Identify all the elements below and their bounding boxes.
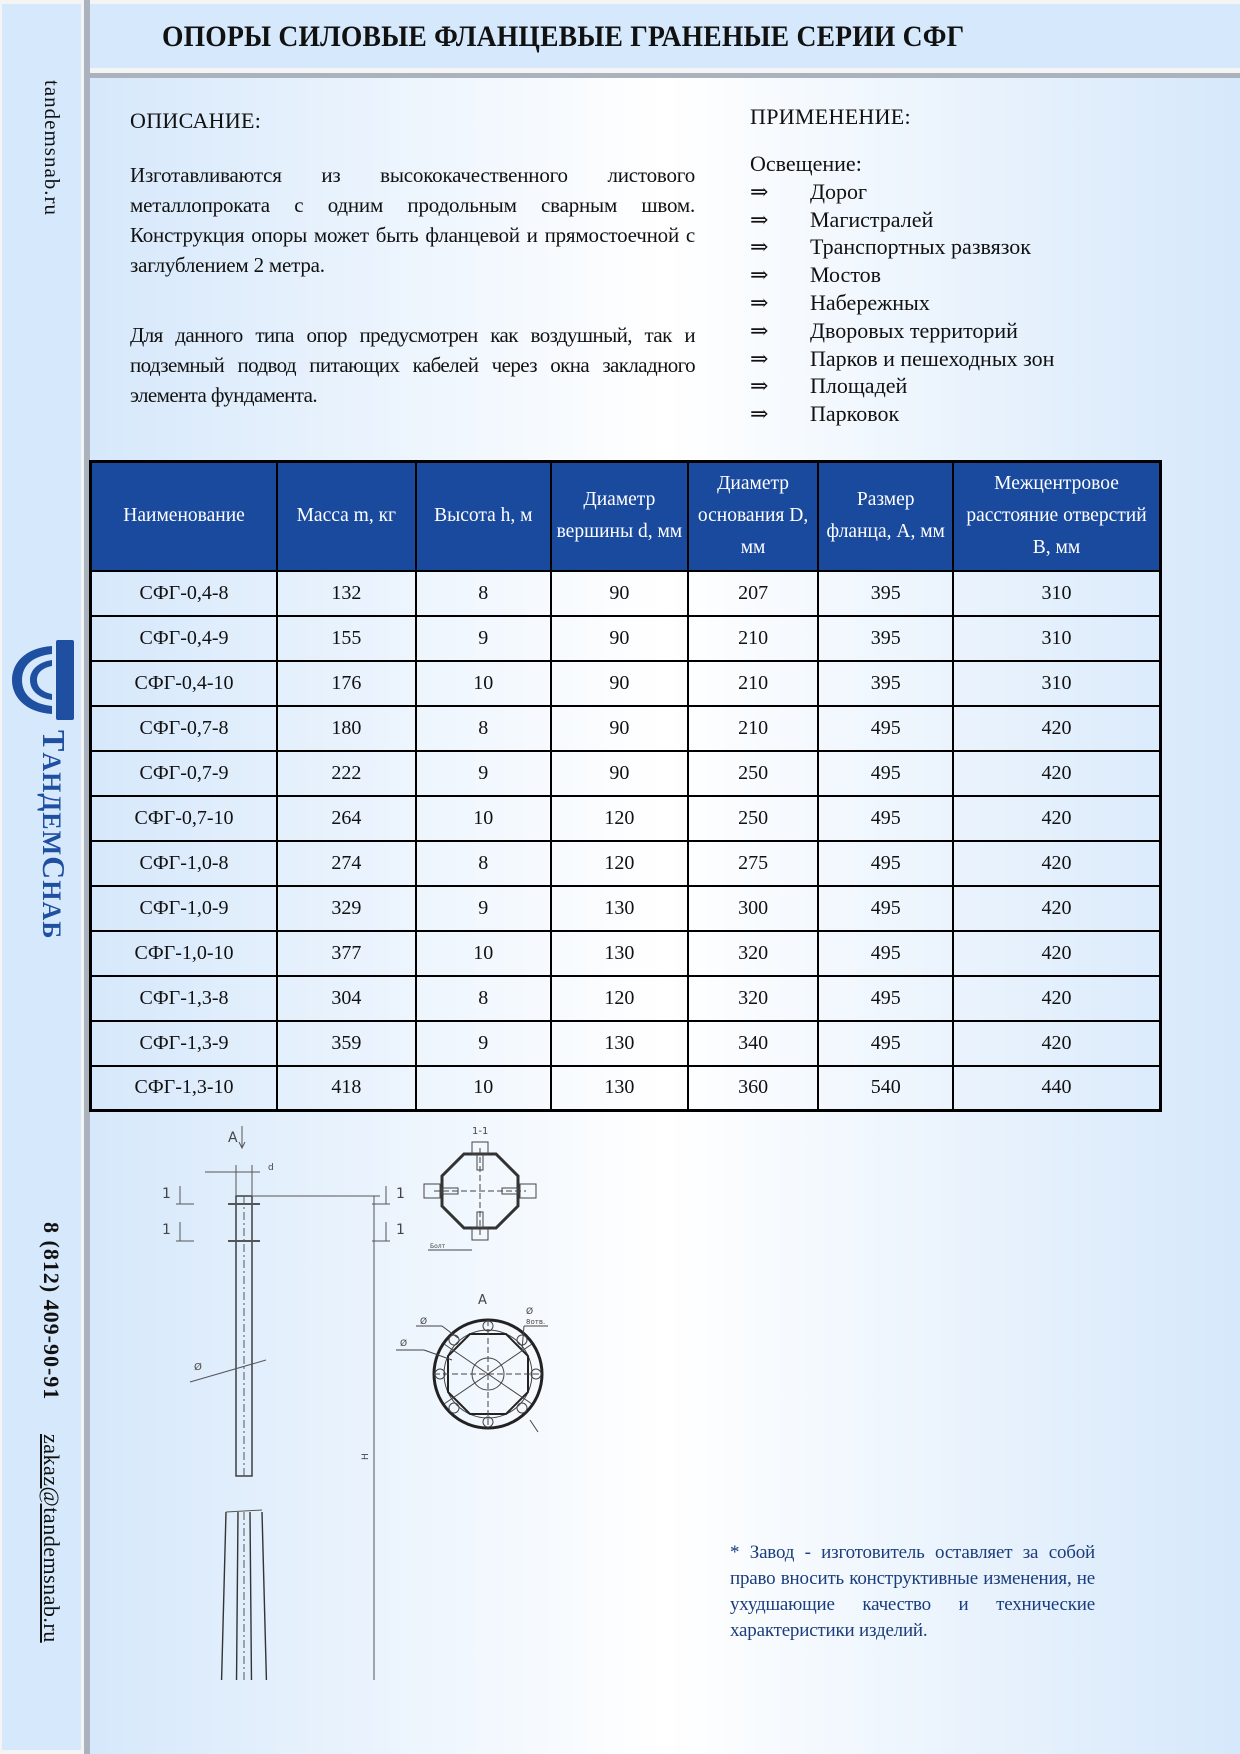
list-item: [750, 233, 1054, 261]
double-arrow-icon: ⇒: [750, 401, 769, 427]
cell-base-diameter: 250: [688, 796, 819, 841]
cell-mass: 304: [277, 976, 415, 1021]
cell-hole-spacing: 310: [953, 571, 1161, 616]
table-row: [91, 571, 1161, 616]
svg-text:Ø: Ø: [194, 1362, 202, 1373]
svg-text:H: H: [361, 1453, 371, 1460]
cell-height: 10: [416, 1066, 552, 1111]
cell-top-diameter: 90: [551, 751, 688, 796]
list-item-label: Парков и пешеходных зон: [810, 345, 1055, 371]
specification-table: [89, 460, 1162, 1112]
cell-base-diameter: 360: [688, 1066, 819, 1111]
svg-text:A: A: [478, 1293, 487, 1308]
cell-name: СФГ-1,0-8: [91, 841, 278, 886]
svg-text:Ø: Ø: [526, 1307, 534, 1317]
double-arrow-icon: ⇒: [750, 178, 769, 204]
cell-hole-spacing: 420: [953, 841, 1161, 886]
table-header-row: [91, 462, 1161, 571]
brand-part: С: [36, 856, 72, 881]
flange-view-drawing: [380, 1280, 560, 1440]
cell-top-diameter: 90: [551, 706, 688, 751]
cell-flange-size: 495: [818, 976, 953, 1021]
disclaimer-footnote: * Завод - изготовитель оставляет за собой право вносить конструктивные изменения, не ухудшающие качество и технические характеристики изделий.: [730, 1542, 1095, 1641]
cell-top-diameter: 130: [551, 931, 688, 976]
list-item: [750, 345, 1054, 373]
list-item: [750, 206, 1054, 234]
cell-mass: 377: [277, 931, 415, 976]
brand-name: [35, 730, 72, 939]
cell-flange-size: 395: [818, 571, 953, 616]
list-item-label: Дворовых территорий: [810, 317, 1018, 343]
page-title: ОПОРЫ СИЛОВЫЕ ФЛАНЦЕВЫЕ ГРАНЕНЫЕ СЕРИИ СФГ: [162, 20, 965, 53]
cell-height: 8: [416, 706, 552, 751]
cell-base-diameter: 320: [688, 931, 819, 976]
cell-mass: 274: [277, 841, 415, 886]
double-arrow-icon: ⇒: [750, 234, 769, 260]
cell-height: 10: [416, 931, 552, 976]
cell-flange-size: 395: [818, 616, 953, 661]
cell-height: 8: [416, 976, 552, 1021]
cell-hole-spacing: 420: [953, 751, 1161, 796]
cell-base-diameter: 340: [688, 1021, 819, 1066]
cell-height: 9: [416, 886, 552, 931]
cell-base-diameter: 320: [688, 976, 819, 1021]
double-arrow-icon: ⇒: [750, 289, 769, 315]
cell-mass: 418: [277, 1066, 415, 1111]
description-paragraph: Для данного типа опор предусмотрен как воздушный, так и подземный подвод питающих кабелей через окна закладного элемента фундамента.: [130, 323, 695, 407]
cell-height: 9: [416, 616, 552, 661]
svg-text:1-1: 1-1: [472, 1126, 489, 1137]
cell-name: СФГ-0,4-10: [91, 661, 278, 706]
cell-flange-size: 495: [818, 751, 953, 796]
cell-mass: 329: [277, 886, 415, 931]
double-arrow-icon: ⇒: [750, 373, 769, 399]
table-row: [91, 841, 1161, 886]
application-heading: ПРИМЕНЕНИЕ:: [750, 104, 911, 129]
table-row: [91, 706, 1161, 751]
cell-top-diameter: 130: [551, 1021, 688, 1066]
cell-base-diameter: 210: [688, 706, 819, 751]
cell-mass: 222: [277, 751, 415, 796]
cell-height: 10: [416, 661, 552, 706]
cell-hole-spacing: 420: [953, 796, 1161, 841]
cell-top-diameter: 120: [551, 976, 688, 1021]
list-item-label: Парковок: [810, 401, 900, 427]
cell-flange-size: 495: [818, 841, 953, 886]
table-row: [91, 1066, 1161, 1111]
cell-name: СФГ-1,3-9: [91, 1021, 278, 1066]
list-item: [750, 261, 1054, 289]
cell-hole-spacing: 310: [953, 616, 1161, 661]
cell-top-diameter: 120: [551, 841, 688, 886]
cell-hole-spacing: 420: [953, 976, 1161, 1021]
svg-text:Ø: Ø: [400, 1339, 408, 1349]
cell-name: СФГ-0,7-10: [91, 796, 278, 841]
brand-part: НАБ: [37, 880, 66, 940]
table-row: [91, 931, 1161, 976]
cell-name: СФГ-1,3-10: [91, 1066, 278, 1111]
brand-part: Т: [36, 730, 72, 753]
svg-text:1: 1: [162, 1186, 171, 1202]
cell-hole-spacing: 420: [953, 1021, 1161, 1066]
cell-top-diameter: 130: [551, 886, 688, 931]
cell-hole-spacing: 440: [953, 1066, 1161, 1111]
section-1-1-drawing: [410, 1120, 550, 1260]
cell-height: 9: [416, 751, 552, 796]
list-item-label: Магистралей: [810, 206, 934, 232]
description-heading: ОПИСАНИЕ:: [130, 108, 262, 133]
double-arrow-icon: ⇒: [750, 262, 769, 288]
list-item-label: Площадей: [810, 373, 908, 399]
svg-text:1: 1: [162, 1222, 171, 1238]
cell-mass: 180: [277, 706, 415, 751]
table-row: [91, 751, 1161, 796]
list-item-label: Мостов: [810, 262, 882, 288]
list-item: [750, 317, 1054, 345]
cell-top-diameter: 90: [551, 571, 688, 616]
cell-name: СФГ-1,3-8: [91, 976, 278, 1021]
cell-flange-size: 395: [818, 661, 953, 706]
tandemsnab-logo-icon: [6, 640, 76, 720]
cell-top-diameter: 120: [551, 796, 688, 841]
website-link[interactable]: tandemsnab.ru: [40, 80, 64, 217]
svg-text:A: A: [228, 1130, 238, 1146]
cell-hole-spacing: 310: [953, 661, 1161, 706]
cell-top-diameter: 90: [551, 661, 688, 706]
cell-hole-spacing: 420: [953, 706, 1161, 751]
table-row: [91, 1021, 1161, 1066]
description-paragraph: Изготавливаются из высококачественного листового металлопроката с одним продольным сварным швом. Конструкция опоры может быть фланцевой и прямостоечной с заглублением 2 метра.: [130, 163, 695, 277]
cell-name: СФГ-1,0-9: [91, 886, 278, 931]
table-row: [91, 976, 1161, 1021]
cell-height: 8: [416, 571, 552, 616]
svg-text:d: d: [268, 1163, 274, 1173]
column-header-mass: Масса m, кг: [277, 462, 415, 571]
brand-part: АНДЕМ: [37, 752, 66, 857]
cell-name: СФГ-1,0-10: [91, 931, 278, 976]
cell-height: 9: [416, 1021, 552, 1066]
cell-base-diameter: 300: [688, 886, 819, 931]
application-list: [750, 150, 1054, 428]
cell-mass: 264: [277, 796, 415, 841]
cell-mass: 132: [277, 571, 415, 616]
cell-name: СФГ-0,4-9: [91, 616, 278, 661]
cell-hole-spacing: 420: [953, 931, 1161, 976]
double-arrow-icon: ⇒: [750, 345, 769, 371]
header-band: [90, 4, 1240, 68]
svg-text:1: 1: [396, 1222, 405, 1238]
cell-base-diameter: 210: [688, 661, 819, 706]
pole-elevation-drawing: [150, 1120, 410, 1680]
cell-name: СФГ-0,7-9: [91, 751, 278, 796]
cell-name: СФГ-0,4-8: [91, 571, 278, 616]
table-row: [91, 616, 1161, 661]
cell-flange-size: 495: [818, 796, 953, 841]
cell-height: 10: [416, 796, 552, 841]
list-item-label: Дорог: [810, 178, 868, 204]
cell-base-diameter: 250: [688, 751, 819, 796]
column-header-hole-spacing: Межцентровое расстояние отверстий B, мм: [953, 462, 1161, 571]
cell-name: СФГ-0,7-8: [91, 706, 278, 751]
list-item: [750, 289, 1054, 317]
table-row: [91, 796, 1161, 841]
cell-flange-size: 495: [818, 706, 953, 751]
list-item: [750, 400, 1054, 428]
cell-flange-size: 495: [818, 931, 953, 976]
svg-text:Ø: Ø: [420, 1317, 428, 1327]
cell-height: 8: [416, 841, 552, 886]
table-row: [91, 886, 1161, 931]
double-arrow-icon: ⇒: [750, 317, 769, 343]
column-header-top-diameter: Диаметр вершины d, мм: [551, 462, 688, 571]
column-header-height: Высота h, м: [416, 462, 552, 571]
column-header-flange-size: Размер фланца, A, мм: [818, 462, 953, 571]
svg-text:1: 1: [396, 1186, 405, 1202]
column-header-base-diameter: Диаметр основания D, мм: [688, 462, 819, 571]
svg-text:8отв.: 8отв.: [526, 1318, 546, 1326]
cell-mass: 176: [277, 661, 415, 706]
cell-hole-spacing: 420: [953, 886, 1161, 931]
cell-flange-size: 495: [818, 1021, 953, 1066]
cell-top-diameter: 130: [551, 1066, 688, 1111]
cell-mass: 359: [277, 1021, 415, 1066]
cell-top-diameter: 90: [551, 616, 688, 661]
column-header-name: Наименование: [91, 462, 278, 571]
cell-base-diameter: 210: [688, 616, 819, 661]
cell-base-diameter: 275: [688, 841, 819, 886]
cell-flange-size: 540: [818, 1066, 953, 1111]
cell-flange-size: 495: [818, 886, 953, 931]
double-arrow-icon: ⇒: [750, 206, 769, 232]
list-item-label: Набережных: [810, 289, 930, 315]
application-intro: Освещение:: [750, 151, 862, 176]
email-link[interactable]: zakaz@tandemsnab.ru: [39, 1434, 64, 1643]
table-body: [91, 571, 1161, 1111]
cell-base-diameter: 207: [688, 571, 819, 616]
table-row: [91, 661, 1161, 706]
list-item: [750, 372, 1054, 400]
svg-text:Болт: Болт: [430, 1243, 446, 1250]
phone-number: 8 (812) 409-90-91: [39, 1222, 64, 1401]
list-item-label: Транспортных развязок: [810, 234, 1031, 260]
cell-mass: 155: [277, 616, 415, 661]
list-item: [750, 178, 1054, 206]
